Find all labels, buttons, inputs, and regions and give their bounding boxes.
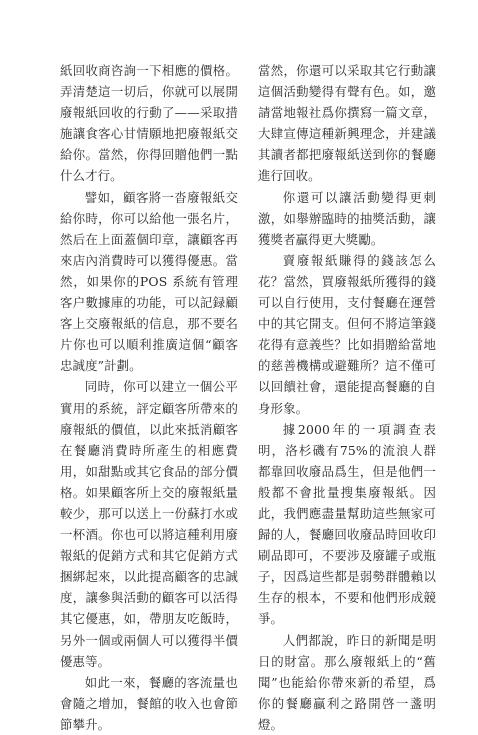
paragraph: 當然，你還可以采取其它行動讓這個活動變得有聲有色。如，邀請當地報社爲你撰寫一篇文章，大肆宣傳這種新興理念，并建議其讀者都把廢報紙送到你的餐廳進行回收。 <box>258 63 436 184</box>
paragraph: 同時，你可以建立一個公平實用的系統，評定顧客所帶來的廢報紙的價值，以此來抵消顧客在餐廳消費時所產生的相應費用，如甜點或其它食品的部分價格。如果顧客所上交的廢報紙量較少，那可以送上一份蘇打水或一杯酒。你也可以將這種利用廢報紙的促銷方式和其它促銷方式捆綁起來，以此提高顧客的忠誠度，讓參與活動的顧客可以活得其它優惠，如，帶朋友吃飯時，另外一個或兩個人可以獲得半價優惠等。 <box>60 379 238 669</box>
paragraph: 紙回收商咨詢一下相應的價格。弄清楚這一切后，你就可以展開廢報紙回收的行動了——采取措施讓食客心甘情願地把廢報紙交給你。當然，你得回贈他們一點什么才行。 <box>60 63 238 184</box>
paragraph: 你還可以讓活動變得更刺激，如舉辦臨時的抽獎活動，讓獲獎者贏得更大獎勵。 <box>258 189 436 247</box>
paragraph: 人們都說，昨日的新聞是明日的財富。那么廢報紙上的“舊聞”也能給你帶來新的希望，爲你的餐廳贏利之路開啓一盞明燈。 <box>258 632 436 732</box>
left-text-column <box>60 60 238 735</box>
right-text-column <box>258 60 436 735</box>
paragraph: 如此一來，餐廳的客流量也會隨之增加，餐館的收入也會節節攀升。 <box>60 674 238 732</box>
paragraph: 賣廢報紙賺得的錢該怎么花？當然，買廢報紙所獲得的錢可以自行使用，支付餐廳在運營中的其它開支。但何不將這筆錢花得有意義些？比如捐贈給當地的慈善機構或避難所？這不僅可以回饋社會，還能提高餐廳的自身形象。 <box>258 252 436 416</box>
paragraph: 據2000年的一項調查表明，洛杉磯有75%的流浪人群都靠回收廢品爲生，但是他們一般都不會批量搜集廢報紙。因此，我們應盡量幫助這些無家可歸的人，餐廳回收廢品時回收印刷品即可，不要涉及廢罐子或瓶子，因爲這些都是弱勢群體賴以生存的根本，不要和他們形成競爭。 <box>258 421 436 627</box>
paragraph: 譬如，顧客將一沓廢報紙交給你時，你可以給他一張名片，然后在上面蓋個印章，讓顧客再來店內消費時可以獲得優惠。當然，如果你的POS 系統有管理客户數據庫的功能，可以記録顧客上交廢報紙的信息，那不要名片你也可以順利推廣這個“顧客忠誠度”計劃。 <box>60 189 238 374</box>
